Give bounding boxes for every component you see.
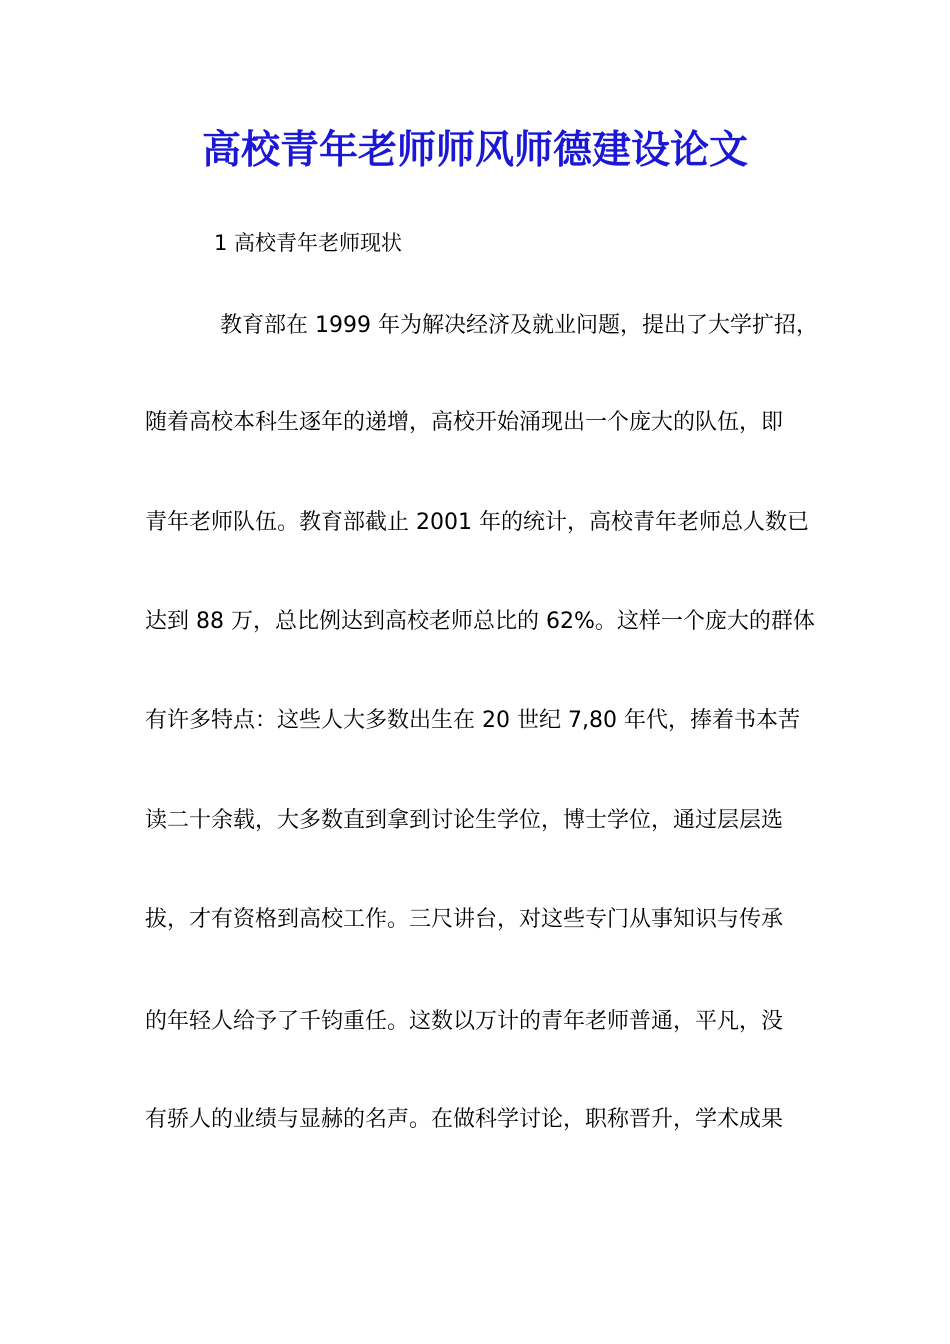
paragraph-line: 有许多特点：这些人大多数出生在 20 世纪 7,80 年代，捧着书本苦 (145, 708, 800, 733)
paragraph-line: 青年老师队伍。教育部截止 2001 年的统计，高校青年老师总人数已 (145, 510, 809, 535)
document-title: 高校青年老师师风师德建设论文 (201, 127, 748, 173)
paragraph-line: 教育部在 1999 年为解决经济及就业问题，提出了大学扩招， (220, 313, 818, 338)
paragraph-line: 达到 88 万，总比例达到高校老师总比的 62%。这样一个庞大的群体 (145, 609, 815, 634)
paragraph-line: 有骄人的业绩与显赫的名声。在做科学讨论，职称晋升，学术成果 (145, 1107, 784, 1132)
paragraph-line: 的年轻人给予了千钧重任。这数以万计的青年老师普通，平凡，没 (145, 1009, 784, 1034)
paragraph-line: 拔，才有资格到高校工作。三尺讲台，对这些专门从事知识与传承 (145, 907, 784, 932)
section-heading: 1 高校青年老师现状 (214, 231, 403, 255)
paragraph-line: 读二十余载，大多数直到拿到讨论生学位，博士学位，通过层层选 (145, 808, 784, 833)
paragraph-line: 随着高校本科生逐年的递增，高校开始涌现出一个庞大的队伍，即 (145, 410, 784, 435)
